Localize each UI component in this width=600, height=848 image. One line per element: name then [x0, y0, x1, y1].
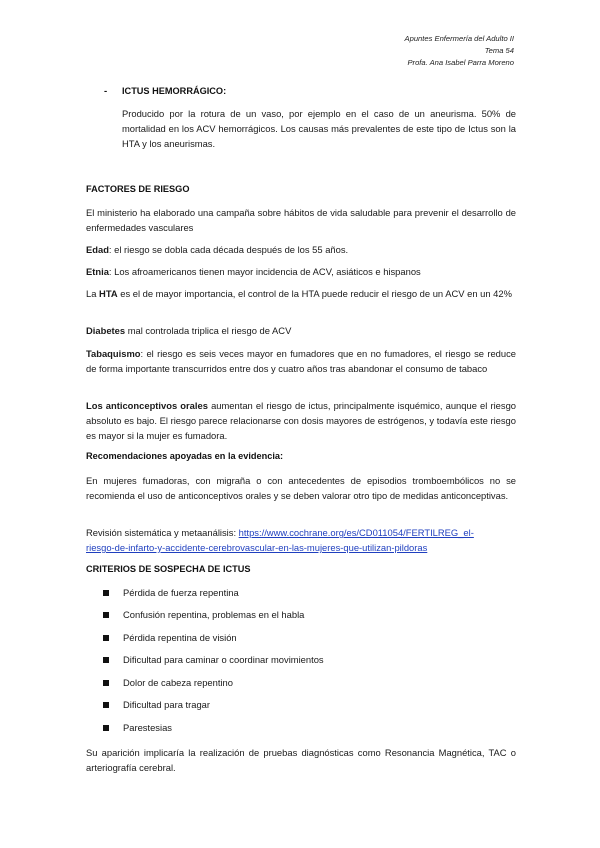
recomendaciones-title: Recomendaciones apoyadas en la evidencia: [86, 451, 284, 461]
hta-text: es el de mayor importancia, el control de la HTA puede reducir el riesgo de un ACV en un 42% [117, 288, 512, 299]
ictus-hemorragico-title: ICTUS HEMORRÁGICO: [122, 86, 227, 96]
recomendaciones-text: En mujeres fumadoras, con migraña o con antecedentes de episodios tromboembólicos no se recomienda el uso de anticonceptivos orales y se deben valorar otro tipo de medidas anticonceptivas. [86, 475, 516, 501]
criterios-title: CRITERIOS DE SOSPECHA DE ICTUS [86, 564, 251, 574]
page-header [405, 33, 514, 69]
factor-tabaquismo [86, 346, 516, 376]
square-bullet-icon [103, 590, 109, 596]
factor-etnia [86, 264, 516, 279]
edad-text: : el riesgo se dobla cada década después de los 55 años. [108, 244, 349, 255]
etnia-label: Etnia [86, 266, 109, 277]
hta-prefix: La [86, 288, 100, 299]
cochrane-link-continued[interactable]: riesgo-de-infarto-y-accidente-cerebrovascular-en-las-mujeres-que-utilizan-pildoras [86, 542, 428, 553]
factores-title: FACTORES DE RIESGO [86, 184, 190, 194]
list-item-label: Dificultad para caminar o coordinar movimientos [123, 654, 324, 665]
square-bullet-icon [103, 612, 109, 618]
list-item-label: Confusión repentina, problemas en el habla [123, 609, 305, 620]
etnia-text: : Los afroamericanos tienen mayor incidencia de ACV, asiáticos e hispanos [108, 266, 421, 277]
tabaquismo-text: : el riesgo es seis veces mayor en fumadores que en no fumadores, el riesgo se reduce de forma importante transcurridos entre dos y cuatro años tras abandonar el consumo de tabaco [86, 348, 516, 374]
factor-hta [86, 286, 516, 301]
cochrane-link[interactable]: https://www.cochrane.org/es/CD011054/FERTILREG_el- [238, 527, 474, 538]
ictus-hemorragico-text: Producido por la rotura de un vaso, por ejemplo en el caso de un aneurisma. 50% de mortalidad en los ACV hemorrágicos. Los causas más prevalentes de este tipo de Ictus son la HTA y los aneurismas. [122, 108, 516, 149]
square-bullet-icon [103, 680, 109, 686]
square-bullet-icon [103, 725, 109, 731]
factor-diabetes [86, 323, 516, 338]
diabetes-label: Diabetes [86, 325, 126, 336]
factores-intro: El ministerio ha elaborado una campaña sobre hábitos de vida saludable para prevenir el desarrollo de enfermedades vasculares [86, 207, 516, 233]
tabaquismo-label: Tabaquismo [86, 348, 141, 359]
list-item-label: Dificultad para tragar [123, 699, 211, 710]
square-bullet-icon [103, 635, 109, 641]
anticonceptivos-label: Los anticonceptivos orales [86, 400, 208, 411]
list-item-label: Parestesias [123, 722, 172, 733]
factor-edad [86, 242, 516, 257]
revision-label: Revisión sistemática y metaanálisis: [86, 527, 237, 538]
list-item-label: Pérdida de fuerza repentina [123, 587, 239, 598]
square-bullet-icon [103, 702, 109, 708]
header-author: Profa. Ana Isabel Parra Moreno [407, 58, 514, 67]
list-item-label: Dolor de cabeza repentino [123, 677, 233, 688]
section-dash: - [104, 86, 108, 97]
square-bullet-icon [103, 657, 109, 663]
diabetes-text: mal controlada triplica el riesgo de ACV [125, 325, 292, 336]
header-course: Apuntes Enfermería del Adulto II [404, 34, 514, 43]
revision-paragraph [86, 525, 516, 555]
edad-label: Edad [86, 244, 109, 255]
anticonceptivos-text: aumentan el riesgo de ictus, principalmente isquémico, aunque el riesgo absoluto es bajo. El riesgo parece relacionarse con dosis mayores de estrógenos, y todavía este riesgo es mayor si la mujer es fumadora. [86, 400, 517, 441]
criterios-closing: Su aparición implicaría la realización de pruebas diagnósticas como Resonancia Magnética, TAC o arteriografía cerebral. [86, 747, 516, 773]
hta-label: HTA [99, 288, 118, 299]
header-topic: Tema 54 [484, 46, 514, 55]
list-item-label: Pérdida repentina de visión [123, 632, 237, 643]
factor-anticonceptivos [86, 398, 516, 443]
